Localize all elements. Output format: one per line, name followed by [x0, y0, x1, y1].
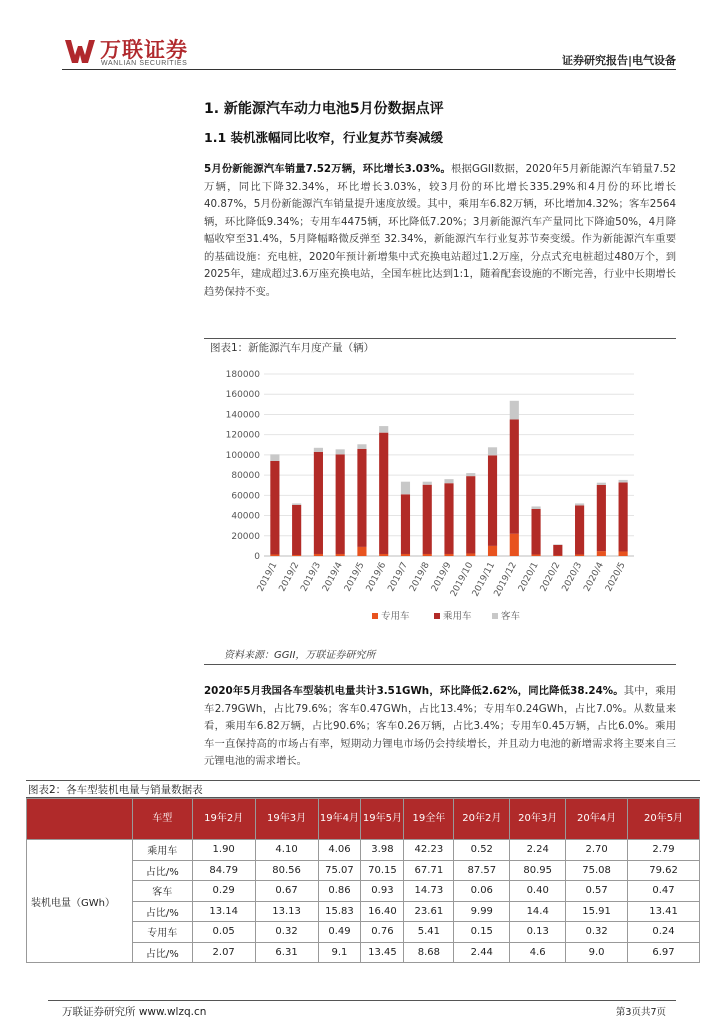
bar-客车	[357, 444, 366, 449]
table-cell: 84.79	[192, 860, 255, 881]
x-tick-label: 2020/5	[604, 560, 628, 594]
table-cell: 4.10	[255, 840, 318, 861]
paragraph-body: 其中，乘用车2.79GWh，占比79.6%；客车0.47GWh，占比13.4%；专用车0.24GWh，占比7.0%。从数量来看，乘用车6.82万辆，占比90.6%；客车0.26万辆，占比3.4%；专用车0.45万辆，占比6.0%。乘用车一直保持高的市场占有率，短期动力锂电市场仍会持续增长，并且动力电池的新增需求将主要来自三元锂电池的需求增长。	[204, 685, 676, 767]
bar-乘用车	[423, 485, 432, 554]
table-header-row	[27, 799, 700, 840]
bar-乘用车	[597, 485, 606, 551]
table-header-cell: 19年2月	[192, 799, 255, 840]
table-cell: 4.06	[318, 840, 361, 861]
bar-乘用车	[488, 455, 497, 545]
bar-客车	[292, 503, 301, 505]
paragraph-installed-capacity	[204, 683, 676, 771]
table-cell: 0.15	[454, 922, 510, 943]
bar-专用车	[466, 553, 475, 556]
bar-专用车	[597, 551, 606, 556]
table-cell: 8.68	[404, 942, 454, 963]
section-heading: 1. 新能源汽车动力电池5月份数据点评	[204, 101, 444, 117]
table-cell: 专用车	[132, 922, 192, 943]
bar-客车	[270, 454, 279, 461]
table-cell: 0.24	[628, 922, 700, 943]
table-cell: 1.90	[192, 840, 255, 861]
bar-专用车	[336, 554, 345, 556]
table-cell: 9.0	[566, 942, 628, 963]
table-cell: 0.93	[361, 881, 404, 902]
bar-乘用车	[401, 494, 410, 554]
bar-专用车	[401, 554, 410, 556]
table-cell: 0.06	[454, 881, 510, 902]
y-tick-label: 40000	[231, 511, 260, 522]
table-row	[27, 840, 700, 861]
table-cell: 占比/%	[132, 901, 192, 922]
bar-乘用车	[270, 461, 279, 555]
table-cell: 13.14	[192, 901, 255, 922]
x-tick-label: 2019/8	[408, 560, 432, 594]
bar-乘用车	[531, 509, 540, 555]
table-cell: 0.52	[454, 840, 510, 861]
x-tick-label: 2019/10	[449, 560, 476, 599]
figure-source: 资料来源：GGII，万联证券研究所	[224, 650, 376, 661]
table-cell: 80.95	[510, 860, 566, 881]
x-tick-label: 2019/3	[299, 560, 324, 594]
legend-swatch	[492, 613, 498, 619]
table-cell: 占比/%	[132, 942, 192, 963]
table-header-cell: 20年3月	[510, 799, 566, 840]
bar-专用车	[292, 555, 301, 556]
table-cell: 75.08	[566, 860, 628, 881]
bar-专用车	[314, 554, 323, 556]
bar-专用车	[270, 554, 279, 556]
table-cell: 占比/%	[132, 860, 192, 881]
header-divider	[62, 69, 676, 70]
table-group-label: 装机电量（GWh）	[27, 840, 133, 963]
y-tick-label: 0	[254, 552, 260, 562]
x-tick-label: 2019/6	[364, 560, 389, 594]
bar-客车	[619, 480, 628, 483]
table-cell: 15.91	[566, 901, 628, 922]
table-cell: 75.07	[318, 860, 361, 881]
report-category: 证券研究报告|电气设备	[561, 54, 676, 67]
figure-title: 图表1：新能源汽车月度产量（辆）	[210, 342, 375, 354]
bar-客车	[423, 482, 432, 485]
subsection-heading: 1.1 装机涨幅同比收窄，行业复苏节奏减缓	[204, 130, 443, 145]
monthly-production-chart	[204, 356, 676, 644]
paragraph-body: 根据GGII数据，2020年5月新能源汽车销量7.52万辆，同比下降32.34%，环比增长3.03%，较3月份的环比增长335.29%和4月份的环比增长40.87%，5月份新能源汽车销量提升速度放缓。其中，乘用车6.82万辆，环比增加4.32%；客车2564辆，环比降低9.34%；专用车4475辆，环比降低7.20%；3月新能源汽车产量同比下降逾50%，4月降幅收窄至31.4%，5月降幅略微反弹至 32.34%，新能源汽车行业复苏节奏变缓。作为新能源汽车重要的基础设施：充电桩，2020年预计新增集中式充换电站超过1.2万座，分点式充电桩超过480万个，到2025年，建成超过3.6万座充换电站，全国车桩比达到1:1，随着配套设施的不断完善，行业中长期增长趋势保持不变。	[204, 163, 677, 298]
table-cell: 0.57	[566, 881, 628, 902]
bar-客车	[597, 483, 606, 485]
table-cell: 5.41	[404, 922, 454, 943]
table-cell: 2.07	[192, 942, 255, 963]
table-cell: 80.56	[255, 860, 318, 881]
legend-swatch	[372, 613, 378, 619]
table-cell: 9.1	[318, 942, 361, 963]
table-header-cell: 车型	[132, 799, 192, 840]
y-tick-label: 100000	[225, 450, 260, 461]
x-tick-label: 2019/7	[386, 560, 411, 594]
table-cell: 9.99	[454, 901, 510, 922]
page-number: 第3页共7页	[615, 1007, 666, 1018]
x-tick-label: 2020/4	[582, 560, 607, 594]
paragraph-lead: 5月份新能源汽车销量7.52万辆，环比增长3.03%。	[204, 163, 452, 175]
bar-专用车	[379, 554, 388, 556]
logo-subtext: WANLIAN SECURITIES	[101, 60, 188, 67]
legend-label: 专用车	[381, 611, 410, 622]
table-cell: 6.31	[255, 942, 318, 963]
bar-乘用车	[466, 476, 475, 553]
bar-专用车	[575, 554, 584, 556]
x-tick-label: 2019/2	[277, 560, 302, 594]
table-cell: 13.45	[361, 942, 404, 963]
table-cell: 15.83	[318, 901, 361, 922]
bar-乘用车	[292, 505, 301, 555]
x-tick-label: 2020/1	[517, 560, 541, 594]
legend-label: 客车	[501, 611, 521, 622]
table-header-cell: 19年3月	[255, 799, 318, 840]
table-header-cell: 20年4月	[566, 799, 628, 840]
bar-专用车	[357, 547, 366, 556]
table-cell: 乘用车	[132, 840, 192, 861]
bar-乘用车	[553, 545, 562, 556]
table-cell: 79.62	[628, 860, 700, 881]
x-tick-label: 2019/9	[429, 560, 454, 594]
bar-客车	[488, 447, 497, 455]
table-cell: 0.13	[510, 922, 566, 943]
table-cell: 23.61	[404, 901, 454, 922]
table-cell: 0.40	[510, 881, 566, 902]
table-header-cell: 19年4月	[318, 799, 361, 840]
table-cell: 2.79	[628, 840, 700, 861]
paragraph-sales	[204, 161, 676, 301]
bar-客车	[553, 544, 562, 545]
bar-乘用车	[575, 505, 584, 554]
bar-乘用车	[619, 483, 628, 552]
table-cell: 6.97	[628, 942, 700, 963]
legend-swatch	[434, 613, 440, 619]
bar-客车	[531, 506, 540, 509]
table-cell: 4.6	[510, 942, 566, 963]
bar-乘用车	[336, 454, 345, 554]
y-tick-label: 20000	[231, 531, 260, 542]
bar-客车	[466, 473, 475, 476]
x-tick-label: 2019/12	[492, 560, 519, 599]
x-tick-label: 2020/3	[560, 560, 585, 594]
legend-label: 乘用车	[443, 611, 472, 622]
page-header	[0, 0, 724, 72]
bar-专用车	[619, 551, 628, 556]
table-cell: 0.29	[192, 881, 255, 902]
bar-专用车	[553, 555, 562, 556]
table-header-cell: 20年2月	[454, 799, 510, 840]
table-cell: 2.24	[510, 840, 566, 861]
table-cell: 客车	[132, 881, 192, 902]
table-cell: 0.49	[318, 922, 361, 943]
bar-客车	[336, 449, 345, 454]
y-tick-label: 140000	[225, 410, 260, 421]
bar-专用车	[531, 554, 540, 556]
source-divider	[204, 664, 676, 665]
y-tick-label: 80000	[231, 471, 260, 482]
bar-客车	[575, 503, 584, 505]
table-cell: 0.67	[255, 881, 318, 902]
table-cell: 13.41	[628, 901, 700, 922]
paragraph-lead: 2020年5月我国各车型装机电量共计3.51GWh，环比降低2.62%，同比降低38.24%。	[204, 685, 624, 697]
x-tick-label: 2019/4	[321, 560, 345, 594]
bar-客车	[401, 482, 410, 495]
x-tick-label: 2019/11	[470, 560, 498, 599]
installed-capacity-table	[26, 798, 700, 963]
table-cell: 0.05	[192, 922, 255, 943]
table-header-blank	[27, 799, 133, 840]
table-header-cell: 19年5月	[361, 799, 404, 840]
bar-客车	[444, 479, 453, 483]
bar-专用车	[510, 534, 519, 556]
y-tick-label: 60000	[231, 491, 260, 502]
bar-专用车	[423, 554, 432, 556]
table-cell: 0.32	[255, 922, 318, 943]
wanlian-logo-icon	[64, 38, 96, 64]
bar-专用车	[488, 546, 497, 556]
table-cell: 42.23	[404, 840, 454, 861]
bar-乘用车	[357, 449, 366, 547]
bar-乘用车	[444, 483, 453, 554]
table-cell: 3.98	[361, 840, 404, 861]
table-cell: 2.70	[566, 840, 628, 861]
table-cell: 13.13	[255, 901, 318, 922]
table-cell: 0.47	[628, 881, 700, 902]
bar-乘用车	[314, 452, 323, 554]
bar-客车	[510, 401, 519, 420]
y-tick-label: 120000	[225, 430, 260, 441]
table-cell: 14.4	[510, 901, 566, 922]
table-header-cell: 20年5月	[628, 799, 700, 840]
footer-divider	[48, 1000, 676, 1001]
bar-客车	[379, 426, 388, 433]
y-tick-label: 160000	[225, 390, 260, 401]
bar-乘用车	[379, 433, 388, 554]
table-caption: 图表2：各车型装机电量与销量数据表	[28, 784, 203, 796]
table-cell: 16.40	[361, 901, 404, 922]
table-cell: 0.32	[566, 922, 628, 943]
table-cell: 0.76	[361, 922, 404, 943]
table-cell: 67.71	[404, 860, 454, 881]
table-cell: 0.86	[318, 881, 361, 902]
bar-客车	[314, 448, 323, 452]
table-cell: 14.73	[404, 881, 454, 902]
table-cell: 87.57	[454, 860, 510, 881]
x-tick-label: 2019/1	[255, 560, 280, 594]
x-tick-label: 2019/5	[342, 560, 367, 594]
x-tick-label: 2020/2	[538, 560, 563, 594]
table-header-cell: 19全年	[404, 799, 454, 840]
footer-website: 万联证券研究所 www.wlzq.cn	[62, 1006, 207, 1018]
table-cell: 2.44	[454, 942, 510, 963]
bar-专用车	[444, 554, 453, 556]
logo-text: 万联证券	[100, 38, 188, 62]
bar-乘用车	[510, 420, 519, 534]
table-caption-bar	[26, 780, 700, 798]
y-tick-label: 180000	[225, 370, 260, 380]
table-cell: 70.15	[361, 860, 404, 881]
